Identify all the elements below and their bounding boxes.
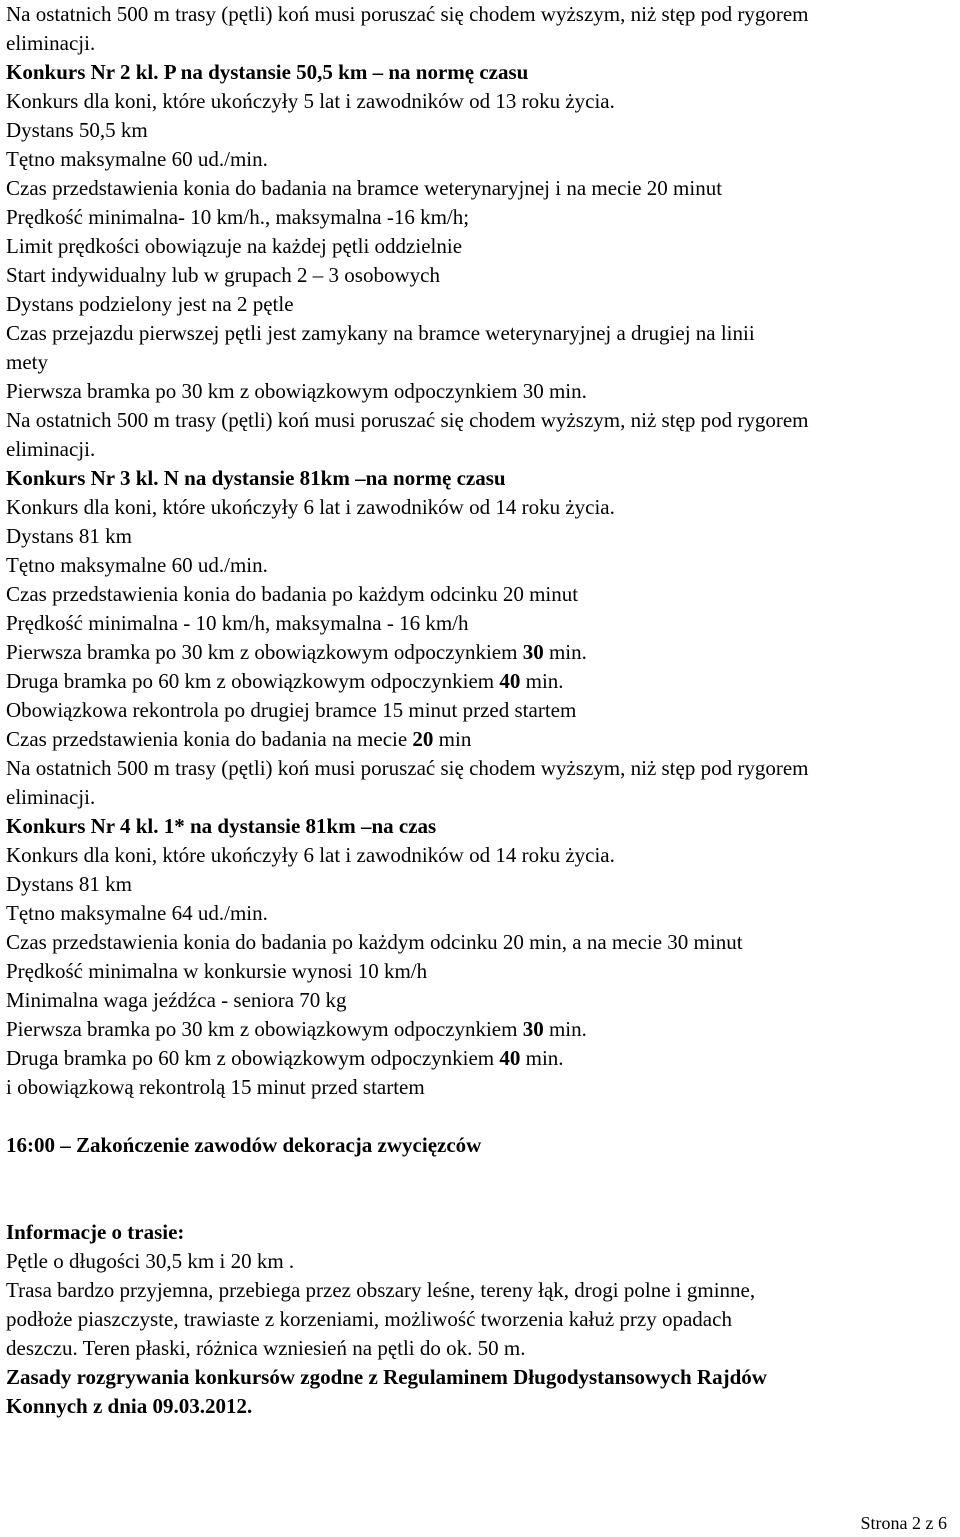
text-line: Czas przedstawienia konia do badania po każdym odcinku 20 minut: [6, 582, 579, 606]
text-line: eliminacji.: [6, 437, 96, 461]
text-part: min.: [520, 1046, 564, 1070]
text-line: Pętle o długości 30,5 km i 20 km .: [6, 1249, 295, 1273]
text-line: Tętno maksymalne 60 ud./min.: [6, 553, 268, 577]
text-line: Konkurs dla koni, które ukończyły 6 lat i zawodników od 14 roku życia.: [6, 495, 615, 519]
closing-heading: 16:00 – Zakończenie zawodów dekoracja zwycięzców: [6, 1133, 482, 1157]
text-line: Prędkość minimalna- 10 km/h., maksymalna -16 km/h;: [6, 205, 470, 229]
text-line: Czas przedstawienia konia do badania na bramce weterynaryjnej i na mecie 20 minut: [6, 176, 723, 200]
section-heading: Konkurs Nr 3 kl. N na dystansie 81km –na normę czasu: [6, 466, 506, 490]
bold-value: 20: [412, 727, 434, 751]
text-line: [6, 725, 952, 754]
text-line: Tętno maksymalne 64 ud./min.: [6, 901, 268, 925]
text-part: Pierwsza bramka po 30 km z obowiązkowym odpoczynkiem: [6, 1017, 523, 1041]
text-line: Czas przedstawienia konia do badania po każdym odcinku 20 min, a na mecie 30 minut: [6, 930, 743, 954]
bold-value: 40: [499, 669, 521, 693]
text-line: Dystans 81 km: [6, 524, 132, 548]
text-line: [6, 667, 952, 696]
text-line: mety: [6, 350, 48, 374]
text-line: Dystans 50,5 km: [6, 118, 148, 142]
page-number: Strona 2 z 6: [860, 1513, 947, 1533]
text-part: min.: [543, 1017, 587, 1041]
text-line: i obowiązkową rekontrolą 15 minut przed startem: [6, 1075, 425, 1099]
bold-value: 30: [522, 640, 544, 664]
text-line: eliminacji.: [6, 785, 96, 809]
text-part: Czas przedstawienia konia do badania na mecie: [6, 727, 413, 751]
route-info-heading: Informacje o trasie:: [6, 1220, 185, 1244]
text-line: Konkurs dla koni, które ukończyły 5 lat i zawodników od 13 roku życia.: [6, 89, 615, 113]
text-line: Obowiązkowa rekontrola po drugiej bramce 15 minut przed startem: [6, 698, 577, 722]
text-part: min.: [520, 669, 564, 693]
text-line: Na ostatnich 500 m trasy (pętli) koń musi poruszać się chodem wyższym, niż stęp pod rygorem: [6, 756, 809, 780]
text-line: Trasa bardzo przyjemna, przebiega przez obszary leśne, tereny łąk, drogi polne i gminne,: [6, 1278, 756, 1302]
text-part: Pierwsza bramka po 30 km z obowiązkowym odpoczynkiem: [6, 640, 523, 664]
bold-value: 30: [522, 1017, 544, 1041]
text-line: Pierwsza bramka po 30 km z obowiązkowym odpoczynkiem 30 min.: [6, 379, 587, 403]
text-line: [6, 1044, 952, 1073]
text-part: Druga bramka po 60 km z obowiązkowym odpoczynkiem: [6, 669, 500, 693]
text-line: Limit prędkości obowiązuje na każdej pętli oddzielnie: [6, 234, 463, 258]
text-part: Druga bramka po 60 km z obowiązkowym odpoczynkiem: [6, 1046, 500, 1070]
section-heading: Konkurs Nr 2 kl. P na dystansie 50,5 km – na normę czasu: [6, 60, 529, 84]
spacer: [6, 1160, 952, 1218]
spacer: [6, 1102, 952, 1131]
text-line: eliminacji.: [6, 31, 96, 55]
text-line: Na ostatnich 500 m trasy (pętli) koń musi poruszać się chodem wyższym, niż stęp pod rygorem: [6, 408, 809, 432]
rules-line: Konnych z dnia 09.03.2012.: [6, 1394, 253, 1418]
text-line: Dystans podzielony jest na 2 pętle: [6, 292, 294, 316]
text-line: Prędkość minimalna w konkursie wynosi 10 km/h: [6, 959, 428, 983]
text-part: min: [433, 727, 472, 751]
section-heading: Konkurs Nr 4 kl. 1* na dystansie 81km –na czas: [6, 814, 437, 838]
text-line: deszczu. Teren płaski, różnica wzniesień na pętli do ok. 50 m.: [6, 1336, 526, 1360]
document-body: [6, 0, 952, 1421]
text-line: podłoże piaszczyste, trawiaste z korzeniami, możliwość tworzenia kałuż przy opadach: [6, 1307, 732, 1331]
text-line: Na ostatnich 500 m trasy (pętli) koń musi poruszać się chodem wyższym, niż stęp pod rygorem: [6, 2, 809, 26]
text-line: Czas przejazdu pierwszej pętli jest zamykany na bramce weterynaryjnej a drugiej na linii: [6, 321, 755, 345]
text-line: Prędkość minimalna - 10 km/h, maksymalna - 16 km/h: [6, 611, 469, 635]
text-part: min.: [543, 640, 587, 664]
text-line: [6, 1015, 952, 1044]
text-line: Minimalna waga jeźdźca - seniora 70 kg: [6, 988, 347, 1012]
bold-value: 40: [499, 1046, 521, 1070]
text-line: Tętno maksymalne 60 ud./min.: [6, 147, 268, 171]
rules-line: Zasady rozgrywania konkursów zgodne z Regulaminem Długodystansowych Rajdów: [6, 1365, 767, 1389]
text-line: Dystans 81 km: [6, 872, 132, 896]
text-line: Start indywidualny lub w grupach 2 – 3 osobowych: [6, 263, 440, 287]
text-line: Konkurs dla koni, które ukończyły 6 lat i zawodników od 14 roku życia.: [6, 843, 615, 867]
text-line: [6, 638, 952, 667]
